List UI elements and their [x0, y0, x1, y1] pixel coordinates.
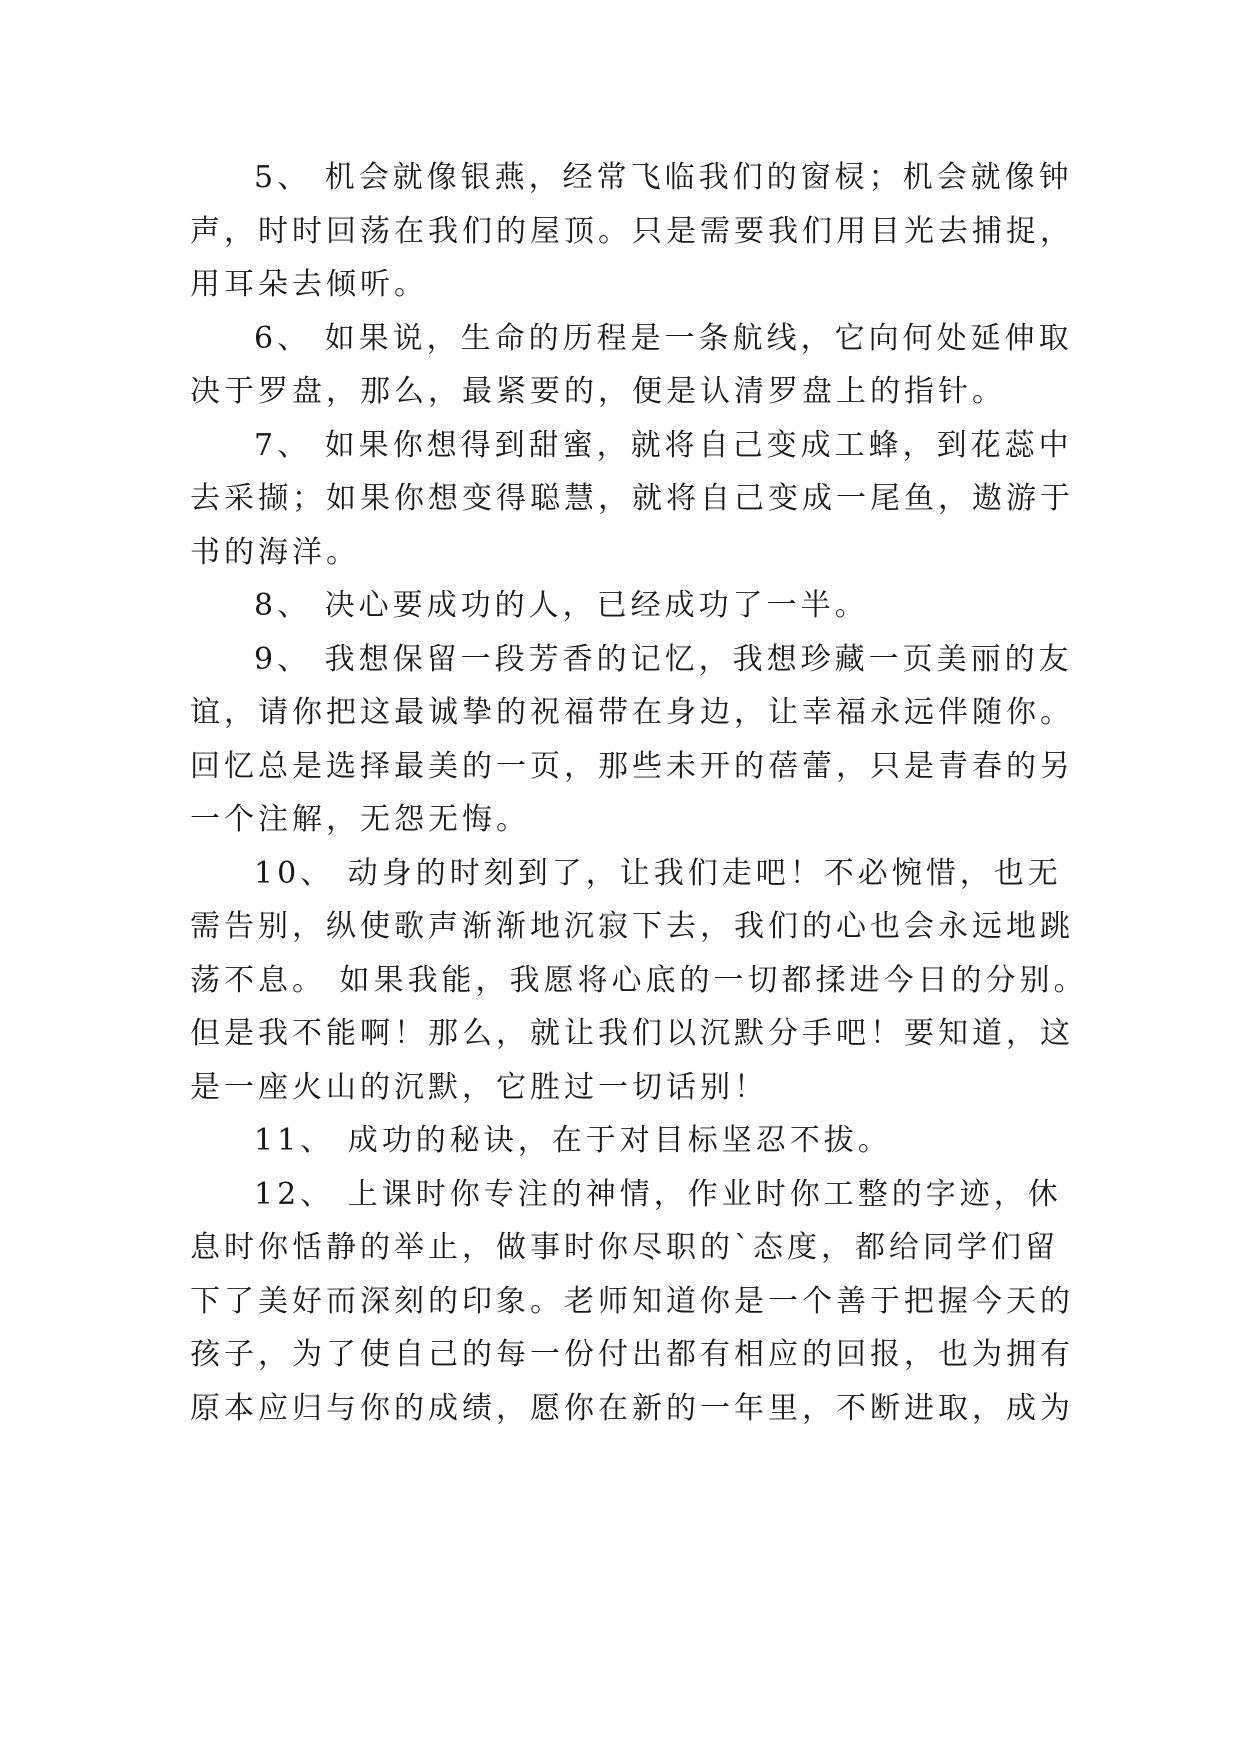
- paragraph-first-line: [254, 426, 1073, 466]
- item-number: 8、: [254, 588, 312, 623]
- paragraph-line: 下了美好而深刻的印象。老师知道你是一个善于把握今天的: [190, 1284, 1074, 1319]
- item-number: 11、: [254, 1123, 335, 1158]
- paragraph-line: 谊，请你把这最诚挚的祝福带在身边，让幸福永远伴随你。: [190, 695, 1074, 730]
- item-number: 6、: [254, 321, 312, 356]
- paragraph-line: 回忆总是选择最美的一页，那些未开的蓓蕾，只是青春的另: [190, 749, 1074, 784]
- paragraph-first-line: [254, 1175, 1062, 1215]
- paragraph-first-line: [254, 586, 869, 626]
- paragraph-line: 荡不息。 如果我能，我愿将心底的一切都揉进今日的分别。: [190, 963, 1088, 998]
- paragraph-line: 书的海洋。: [190, 535, 360, 570]
- item-number: 9、: [254, 642, 312, 677]
- paragraph-line: 去采撷；如果你想变得聪慧，就将自己变成一尾鱼，遨游于: [190, 481, 1074, 516]
- paragraph-first-line: [254, 158, 1073, 198]
- paragraph-first-line: [254, 854, 1062, 894]
- paragraph-line: 是一座火山的沉默，它胜过一切话别！: [190, 1070, 768, 1105]
- paragraph-line: 息时你恬静的举止，做事时你尽职的`态度，都给同学们留: [190, 1230, 1059, 1265]
- paragraph-line: 孩子，为了使自己的每一份付出都有相应的回报，也为拥有: [190, 1337, 1074, 1372]
- item-number: 12、: [254, 1177, 335, 1212]
- paragraph-first-line: [254, 1121, 892, 1161]
- paragraph-text: 机会就像银燕，经常飞临我们的窗棂；机会就像钟: [324, 160, 1073, 195]
- paragraph-text: 决心要成功的人，已经成功了一半。: [324, 588, 869, 623]
- paragraph-text: 如果说，生命的历程是一条航线，它向何处延伸取: [324, 321, 1073, 356]
- paragraph-line: 决于罗盘，那么，最紧要的，便是认清罗盘上的指针。: [190, 374, 1006, 409]
- paragraph-line: 需告别，纵使歌声渐渐地沉寂下去，我们的心也会永远地跳: [190, 909, 1074, 944]
- paragraph-first-line: [254, 640, 1073, 680]
- paragraph-text: 上课时你专注的神情，作业时你工整的字迹，休: [347, 1177, 1062, 1212]
- paragraph-line: 但是我不能啊！那么，就让我们以沉默分手吧！要知道，这: [190, 1016, 1074, 1051]
- paragraph-line: 一个注解，无怨无悔。: [190, 802, 530, 837]
- paragraph-text: 我想保留一段芳香的记忆，我想珍藏一页美丽的友: [324, 642, 1073, 677]
- paragraph-text: 动身的时刻到了，让我们走吧！不必惋惜，也无: [347, 856, 1062, 891]
- paragraph-text: 成功的秘诀，在于对目标坚忍不拔。: [347, 1123, 892, 1158]
- item-number: 5、: [254, 160, 312, 195]
- paragraph-line: 原本应归与你的成绩，愿你在新的一年里，不断进取，成为: [190, 1391, 1074, 1426]
- item-number: 7、: [254, 428, 312, 463]
- paragraph-line: 声，时时回荡在我们的屋顶。只是需要我们用目光去捕捉，: [190, 214, 1074, 249]
- paragraph-line: 用耳朵去倾听。: [190, 267, 428, 302]
- paragraph-text: 如果你想得到甜蜜，就将自己变成工蜂，到花蕊中: [324, 428, 1073, 463]
- paragraph-first-line: [254, 319, 1073, 359]
- item-number: 10、: [254, 856, 335, 891]
